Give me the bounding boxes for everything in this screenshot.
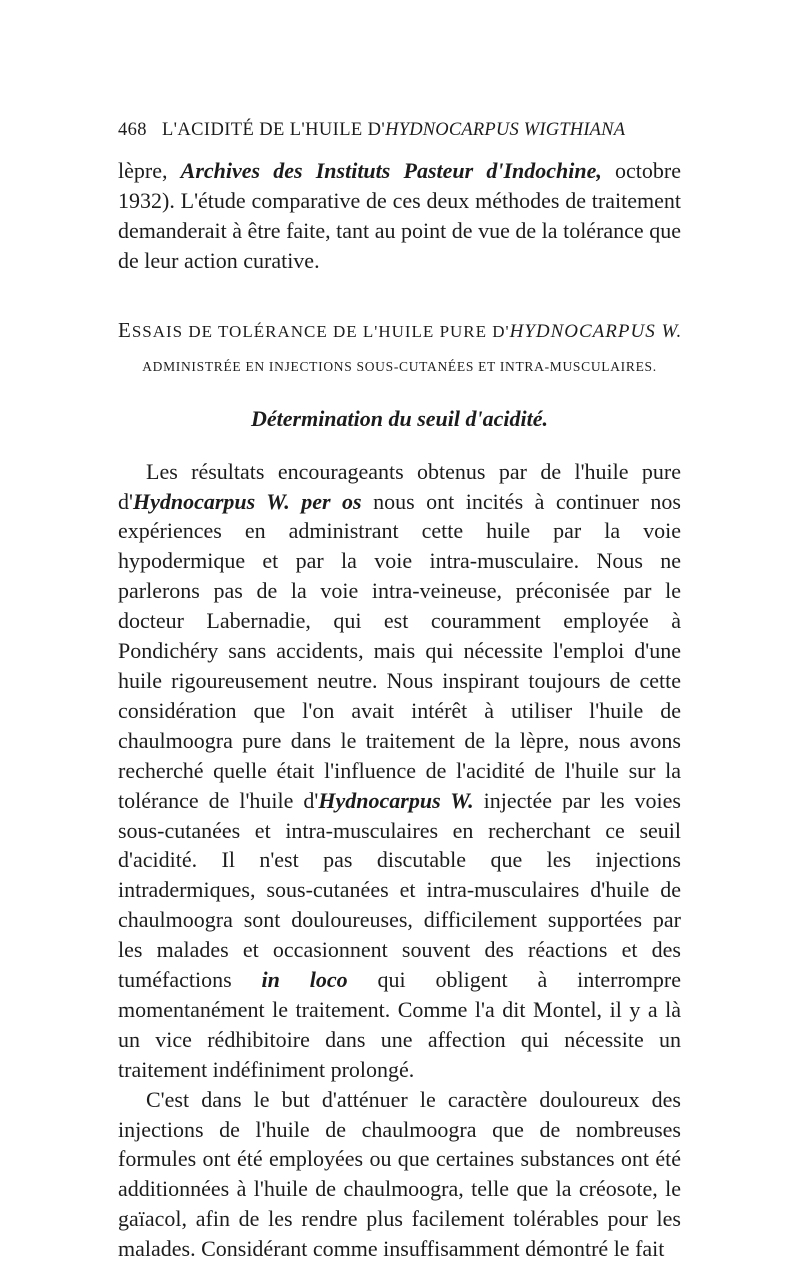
- page-number: 468: [118, 120, 147, 140]
- paragraph-results-part-4: qui obligent à interrompre momentanément le traitement. Comme l'a dit Montel, il y a là un vice rédhibitoire dans une affection qui nécessite un traitement indéfiniment prolongé.: [118, 967, 681, 1082]
- running-title-species: HYDNOCARPUS WIGTHIANA: [385, 120, 626, 140]
- section-heading-text: SSAIS DE TOLÉRANCE DE L'HUILE PURE D': [131, 321, 510, 341]
- paragraph-results-part-2: nous ont incités à continuer nos expériences en administrant cette huile par la voie hypodermique et par la voie intra-musculaire. Nous ne parlerons pas de la voie intra-veineuse, préconisée par le docteur Labernadie, qui est couramment employée à Pondichéry sans accidents, mais qui nécessite l'emploi d'une huile rigoureusement neutre. Nous inspirant toujours de cette considération que l'on avait intérêt à utiliser l'huile de chaulmoogra pure dans le traitement de la lèpre, nous avons recherché quelle était l'influence de l'acidité de l'huile sur la tolérance de l'huile d': [118, 488, 681, 813]
- section-heading-species: HYDNOCARPUS W.: [509, 320, 683, 342]
- section-heading-line-2: ADMINISTRÉE EN INJECTIONS SOUS-CUTANÉES ET INTRA-MUSCULAIRES.: [142, 358, 657, 374]
- paragraph-continuation-text: octobre 1932). L'étude comparative de ces deux méthodes de traitement demanderait à être faite, tant au point de vue de la tolérance que de leur action curative.: [118, 158, 682, 273]
- paragraph-results: [118, 457, 681, 1085]
- paragraph-continuation: [118, 156, 681, 276]
- running-header: [118, 118, 681, 142]
- word-lepre: lèpre,: [118, 158, 168, 183]
- species-name: Hydnocarpus W.: [318, 787, 474, 813]
- section-heading-initial: E: [118, 317, 132, 342]
- journal-title: Archives des Instituts Pasteur d'Indochine,: [180, 158, 602, 183]
- species-name: Hydnocarpus W. per os: [132, 488, 362, 514]
- paragraph-results-part-1: Les résultats encourageants obtenus par de l'huile pure d': [118, 458, 681, 514]
- paragraph-formulas: C'est dans le but d'atténuer le caractère douloureux des injections de l'huile de chaulmoogra que de nombreuses formules ont été employées ou que certaines substances ont été additionnées à l'huile de chaulmoogra, telle que la créosote, le gaïacol, afin de les rendre plus facilement tolérables pour les malades. Considérant comme insuffisamment démontré le fait: [118, 1086, 681, 1262]
- section-heading: [118, 318, 681, 344]
- paragraph-results-part-3: injectée par les voies sous-cutanées et intra-musculaires en recherchant ce seuil d'acidité. Il n'est pas discutable que les injections intradermiques, sous-cutanées et intra-musculaires d'huile de chaulmoogra sont douloureuses, difficilement supportées par les malades et occasionnent souvent des réactions et des tuméfactions: [118, 787, 681, 993]
- latin-phrase: in loco: [261, 967, 348, 993]
- book-page: [118, 118, 681, 1264]
- subsection-title: Détermination du seuil d'acidité.: [250, 405, 548, 431]
- running-title: L'ACIDITÉ DE L'HUILE D': [161, 120, 386, 140]
